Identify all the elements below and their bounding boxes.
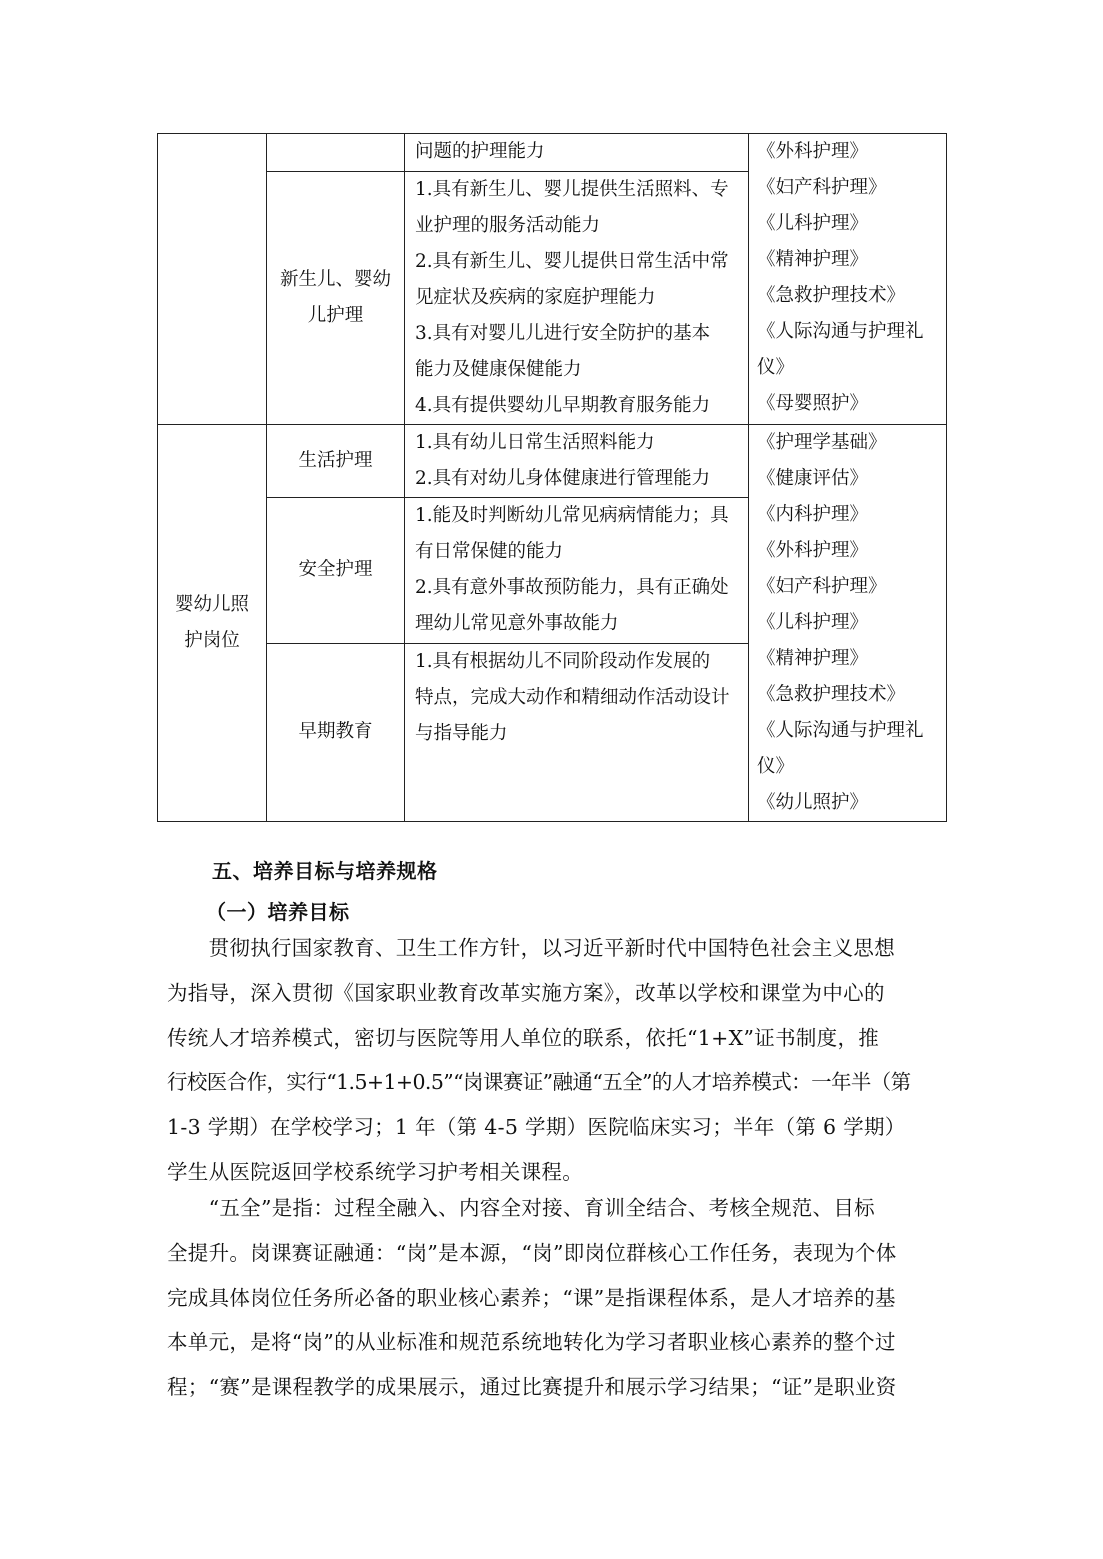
competency-table [157, 133, 947, 822]
subsection-heading: （一）培养目标 [206, 900, 350, 924]
table-row [158, 425, 947, 498]
table-cell-area: 早期教育 [267, 643, 405, 821]
table-cell-requirements: 1.具有根据幼儿不同阶段动作发展的 特点，完成大动作和精细动作活动设计 与指导能力 [405, 643, 749, 821]
table-cell-requirements: 1.具有新生儿、婴儿提供生活照料、专 业护理的服务活动能力 2.具有新生儿、婴儿提供日常生活中常 见症状及疾病的家庭护理能力 3.具有对婴儿儿进行安全防护的基本 能力及健康保健能力 4.具有提供婴幼儿早期教育服务能力 [405, 172, 749, 425]
table-cell-courses: 《外科护理》 《妇产科护理》 《儿科护理》 《精神护理》 《急救护理技术》 《人际沟通与护理礼 仪》 《母婴照护》 [749, 134, 947, 425]
table-row [158, 134, 947, 172]
table-cell-post-empty [158, 134, 267, 425]
table-cell-requirements: 1.具有幼儿日常生活照料能力 2.具有对幼儿身体健康进行管理能力 [405, 425, 749, 498]
table-cell-area: 安全护理 [267, 498, 405, 643]
table-cell-area: 新生儿、婴幼儿护理 [267, 172, 405, 425]
table-cell-requirements: 1.能及时判断幼儿常见病病情能力；具 有日常保健的能力 2.具有意外事故预防能力，具有正确处 理幼儿常见意外事故能力 [405, 498, 749, 643]
table-cell-courses: 《护理学基础》 《健康评估》 《内科护理》 《外科护理》 《妇产科护理》 《儿科护理》 《精神护理》 《急救护理技术》 《人际沟通与护理礼 仪》 《幼儿照护》 [749, 425, 947, 822]
table-cell-area: 生活护理 [267, 425, 405, 498]
table-cell-area-empty [267, 134, 405, 172]
table-cell-post: 婴幼儿照护岗位 [158, 425, 267, 822]
table-cell-requirements: 问题的护理能力 [405, 134, 749, 172]
paragraph-training-goal: 贯彻执行国家教育、卫生工作方针，以习近平新时代中国特色社会主义思想 为指导，深入贯彻《国家职业教育改革实施方案》，改革以学校和课堂为中心的 传统人才培养模式，密切与医院等用人单位的联系，依托“1+X”证书制度，推 行校医合作，实行“1.5+1+0.5”“岗课赛证”融通“五全”的人才培养模式：一年半（第 1-3 学期）在学校学习；1 年（第 4-5 学期）医院临床实习；半年（第 6 学期） 学生从医院返回学校系统学习护考相关课程。 [167, 936, 911, 1184]
section-heading: 五、培养目标与培养规格 [212, 859, 438, 883]
paragraph-five-full: “五全”是指：过程全融入、内容全对接、育训全结合、考核全规范、目标 全提升。岗课赛证融通：“岗”是本源，“岗”即岗位群核心工作任务，表现为个体 完成具体岗位任务所必备的职业核心素养；“课”是指课程体系，是人才培养的基 本单元，是将“岗”的从业标准和规范系统地转化为学习者职业核心素养的整个过 程；“赛”是课程教学的成果展示，通过比赛提升和展示学习结果；“证”是职业资 [167, 1196, 897, 1400]
